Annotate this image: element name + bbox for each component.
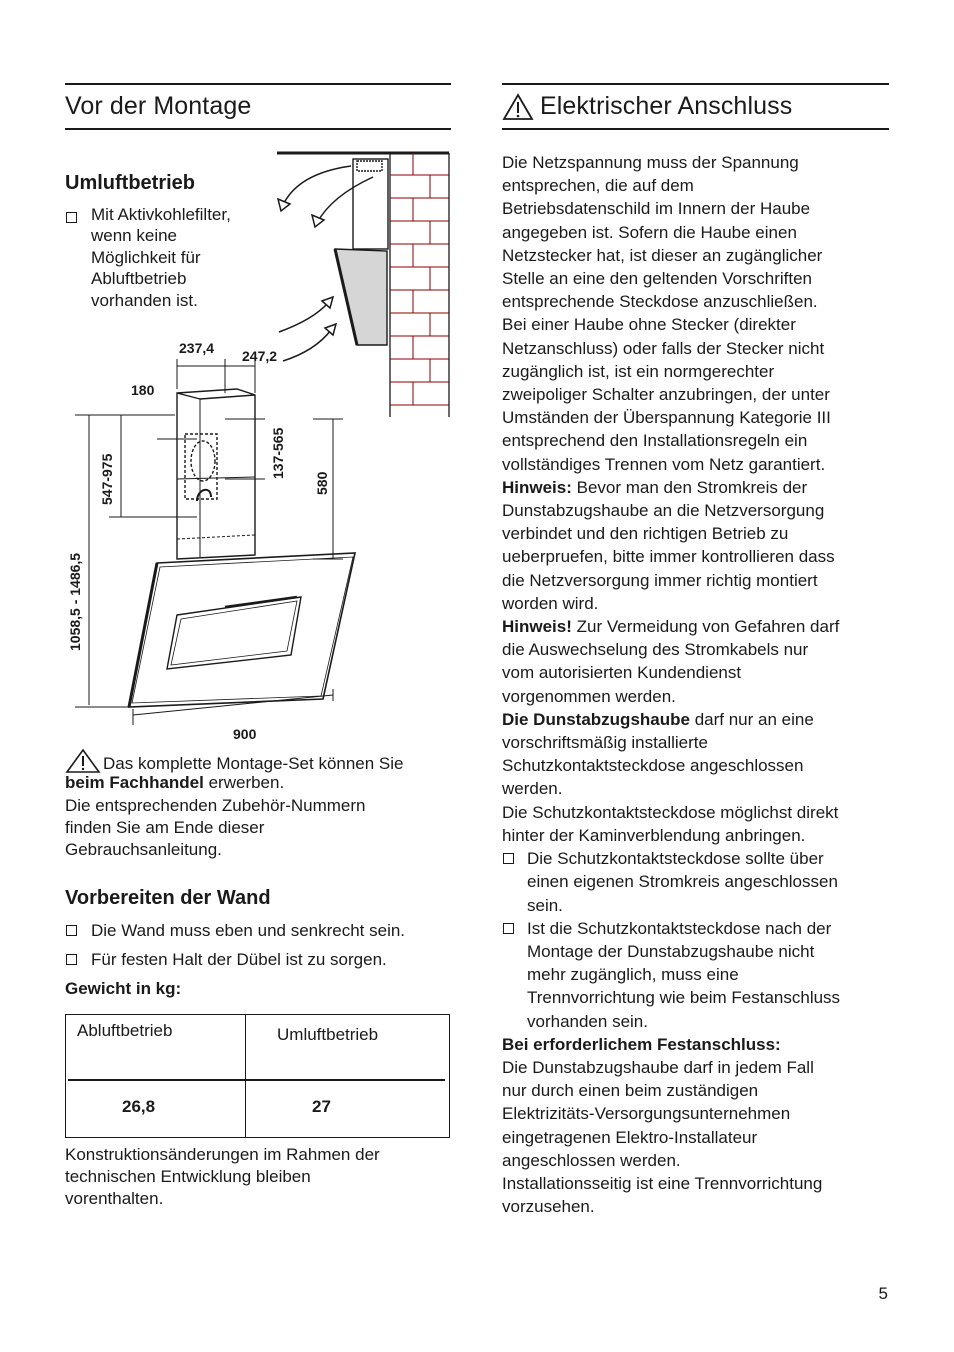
notice-rest: erwerben. xyxy=(203,773,285,792)
hint1-bold: Hinweis: xyxy=(502,477,572,497)
chimney-front-view xyxy=(177,389,255,559)
intro-line: angegeben ist. Sofern die Haube einen xyxy=(502,222,797,242)
accessories-line: finden Sie am Ende dieser xyxy=(65,818,265,837)
bullet-line: Montage der Dunstabzugshaube nicht xyxy=(527,941,815,961)
hint2-bold: Hinweis! xyxy=(502,617,572,637)
hint1-line: worden wird. xyxy=(502,593,599,613)
fixed-line: Elektrizitäts-Versorgungsunternehmen xyxy=(502,1104,791,1124)
hint1-line xyxy=(502,476,894,499)
wall-item-text: Die Wand muss eben und senkrecht sein. xyxy=(91,921,406,940)
table-cell: 27 xyxy=(312,1097,331,1116)
wall-item xyxy=(65,949,455,970)
hood-text: darf nur an eine xyxy=(689,709,814,729)
wall-item-text: Für festen Halt der Dübel ist zu sorgen. xyxy=(91,950,387,970)
accessories-line: Die entsprechenden Zubehör-Nummern xyxy=(65,796,366,815)
hood-line: vorschriftsmäßig installierte xyxy=(502,733,708,753)
bullet-line: einen eigenen Stromkreis angeschlossen xyxy=(527,872,838,892)
intro-line: Netzanschluss) oder falls der Stecker nicht xyxy=(502,338,825,358)
fixed-line: angeschlossen werden. xyxy=(502,1150,681,1170)
hood-line: hinter der Kaminverblendung anbringen. xyxy=(502,825,806,845)
checkbox-bullet-icon xyxy=(66,925,77,936)
electrical-body xyxy=(502,151,894,1218)
dim-label: 547-975 xyxy=(99,453,115,505)
intro-line: zugänglich ist, ist ein normgerechter xyxy=(502,361,775,381)
checkbox-bullet-icon xyxy=(503,853,514,864)
hood-side-view xyxy=(335,159,388,345)
accessories-line: Gebrauchsanleitung. xyxy=(65,840,222,859)
socket-bullet xyxy=(502,847,894,917)
hood-line: werden. xyxy=(502,779,563,799)
fixed-line: eingetragenen Elektro-Installateur xyxy=(502,1127,758,1147)
hint2-line: vorgenommen werden. xyxy=(502,686,676,706)
intro-line: vollständiges Trennen vom Netz garantiert. xyxy=(502,454,826,474)
section-title-electrical: Elektrischer Anschluss xyxy=(540,92,793,120)
intro-line: Umständen der Überspannung Kategorie III xyxy=(502,408,831,428)
bullet-line: sein. xyxy=(527,895,563,915)
dim-label: 1058,5 - 1486,5 xyxy=(67,552,83,651)
dim-label: 247,2 xyxy=(242,348,278,364)
notice xyxy=(65,749,451,792)
hood-line xyxy=(502,708,894,731)
wall-heading: Vorbereiten der Wand xyxy=(65,887,271,909)
fixed-line: Die Dunstabzugshaube darf in jedem Fall xyxy=(502,1057,814,1077)
wall-item xyxy=(65,920,455,941)
footnote-line: vorenthalten. xyxy=(65,1189,164,1208)
umluft-line: vorhanden ist. xyxy=(91,290,198,310)
footnote-line: Konstruktionsänderungen im Rahmen der xyxy=(65,1145,380,1164)
intro-line: entsprechend den Installationsregeln ein xyxy=(502,431,808,451)
umluft-line: Möglichkeit für xyxy=(91,247,201,267)
page-number: 5 xyxy=(878,1284,888,1303)
fixed-line: vorzusehen. xyxy=(502,1197,595,1217)
section-header-montage xyxy=(65,83,451,130)
bullet-line: Ist die Schutzkontaktsteckdose nach der xyxy=(527,918,832,938)
fixed-heading xyxy=(502,1033,894,1056)
weight-table xyxy=(65,1014,450,1138)
footnote-line: technischen Entwicklung bleiben xyxy=(65,1167,311,1186)
dim-label: 237,4 xyxy=(179,340,215,356)
umluft-heading: Umluftbetrieb xyxy=(65,172,195,194)
hood-dimension-diagram xyxy=(65,149,451,749)
table-cell: 26,8 xyxy=(122,1097,156,1116)
dim-label: 137-565 xyxy=(270,427,286,479)
warning-icon xyxy=(502,93,534,121)
fixed-heading-text: Bei erforderlichem Festanschluss: xyxy=(502,1034,781,1054)
bullet-line: vorhanden sein. xyxy=(527,1011,648,1031)
checkbox-bullet-icon xyxy=(66,954,77,965)
fixed-line: nur durch einen beim zuständigen xyxy=(502,1081,759,1101)
hint1-line: Dunstabzugshaube an die Netzversorgung xyxy=(502,501,825,521)
notice-bold: beim Fachhandel xyxy=(65,773,204,792)
weight-label: Gewicht in kg: xyxy=(65,979,182,998)
notice-line: Das komplette Montage-Set können Sie xyxy=(103,754,404,773)
section-header-electrical xyxy=(502,83,889,130)
fixed-line: Installationsseitig ist eine Trennvorrichtung xyxy=(502,1173,823,1193)
umluft-line: Mit Aktivkohlefilter, xyxy=(91,205,231,224)
socket-bullet xyxy=(502,917,894,1033)
wall-list xyxy=(65,920,455,971)
hint2-line: die Auswechselung des Stromkabels nur xyxy=(502,640,809,660)
intro-line: entsprechende Steckdose anzuschließen. xyxy=(502,292,818,312)
checkbox-bullet-icon xyxy=(503,923,514,934)
left-column xyxy=(65,83,451,1208)
intro-line: Betriebsdatenschild im Innern der Haube xyxy=(502,199,811,219)
section-title-montage: Vor der Montage xyxy=(65,92,252,120)
hint1-text: Bevor man den Stromkreis der xyxy=(571,477,808,497)
hood-line: Die Schutzkontaktsteckdose möglichst direkt xyxy=(502,802,839,822)
dim-label: 900 xyxy=(233,726,257,742)
hint2-text: Zur Vermeidung von Gefahren darf xyxy=(571,617,840,637)
warning-icon xyxy=(65,749,101,773)
intro-line: Stelle an eine den geltenden Vorschriften xyxy=(502,269,813,289)
table-header: Umluftbetrieb xyxy=(277,1025,379,1044)
intro-line: Die Netzspannung muss der Spannung xyxy=(502,153,799,172)
dim-label: 580 xyxy=(314,471,330,495)
bullet-line: Trennvorrichtung wie beim Festanschluss xyxy=(527,988,841,1008)
hood-bold: Die Dunstabzugshaube xyxy=(502,709,690,729)
right-column xyxy=(502,83,889,1217)
hood-front-view xyxy=(129,553,355,707)
bullet-line: mehr zugänglich, muss eine xyxy=(527,965,739,985)
accessories-text xyxy=(65,795,366,861)
table-header: Abluftbetrieb xyxy=(77,1021,173,1040)
hint1-line: verbindet und den richtigen Betrieb zu xyxy=(502,524,789,544)
hint1-line: die Netzversorgung immer richtig montiert xyxy=(502,570,818,590)
hint2-line xyxy=(502,615,894,638)
hint1-line: ueberpruefen, bitte immer kontrollieren dass xyxy=(502,547,835,567)
bullet-line: Die Schutzkontaktsteckdose sollte über xyxy=(527,849,824,869)
umluft-line: Abluftbetrieb xyxy=(91,269,187,289)
hood-line: Schutzkontaktsteckdose angeschlossen xyxy=(502,756,804,776)
intro-line: entsprechen, die auf dem xyxy=(502,176,694,196)
footnote xyxy=(65,1144,380,1210)
hint2-line: vom autorisierten Kundendienst xyxy=(502,663,742,683)
dim-label: 180 xyxy=(131,382,155,398)
intro-line: zweipoliger Schalter anzubringen, der unter xyxy=(502,385,830,405)
intro-line: Netzstecker hat, ist dieser an zugänglicher xyxy=(502,245,823,265)
umluft-line: wenn keine xyxy=(91,226,178,246)
intro-line: Bei einer Haube ohne Stecker (direkter xyxy=(502,315,796,335)
